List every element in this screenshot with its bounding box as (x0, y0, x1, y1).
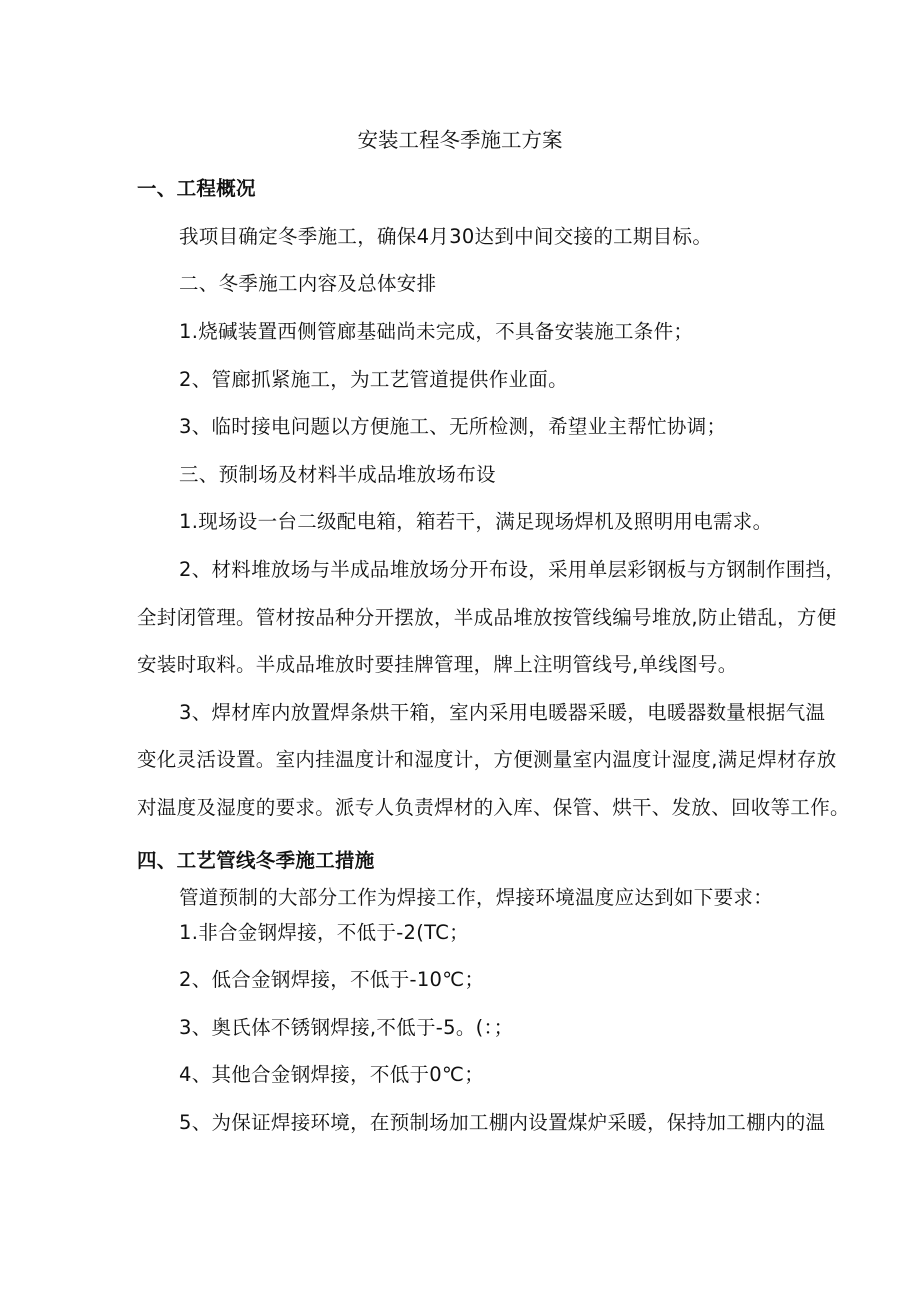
section3-item-1: 1.现场设一台二级配电箱，箱若干，满足现场焊机及照明用电需求。 (179, 510, 773, 533)
section4-item-2: 2、低合金钢焊接，不低于-10℃； (179, 968, 485, 991)
section2-item-1: 1.烧碱装置西侧管廊基础尚未完成，不具备安装施工条件； (179, 320, 694, 343)
document-title: 安装工程冬季施工方案 (357, 128, 563, 152)
section2-item-2: 2、管廊抓紧施工，为工艺管道提供作业面。 (179, 368, 568, 391)
section3-item-3-line-2: 变化灵活设置。室内挂温度计和湿度计，方便测量室内温度计湿度,满足焊材存放 (137, 748, 837, 771)
section3-item-3-line-3: 对温度及湿度的要求。派专人负责焊材的入库、保管、烘干、发放、回收等工作。 (137, 796, 850, 819)
section3-item-2-line-3: 安装时取料。半成品堆放时要挂牌管理，牌上注明管线号,单线图号。 (137, 653, 738, 676)
section1-paragraph: 我项目确定冬季施工，确保4月30达到中间交接的工期目标。 (179, 225, 713, 248)
section4-item-4: 4、其他合金钢焊接，不低于0℃； (179, 1063, 485, 1086)
section4-heading: 四、工艺管线冬季施工措施 (137, 849, 375, 872)
section2-heading: 二、冬季施工内容及总体安排 (179, 272, 437, 295)
section4-intro: 管道预制的大部分工作为焊接工作，焊接环境温度应达到如下要求： (179, 886, 774, 909)
section3-heading: 三、预制场及材料半成品堆放场布设 (179, 463, 496, 486)
section3-item-3-line-1: 3、焊材库内放置焊条烘干箱，室内采用电暖器采暖，电暖器数量根据气温 (179, 701, 826, 724)
section1-heading: 一、工程概况 (137, 177, 256, 200)
section4-item-3: 3、奥氏体不锈钢焊接,不低于-5。(：； (179, 1016, 514, 1039)
section4-item-1: 1.非合金钢焊接，不低于-2(TC； (179, 921, 469, 944)
section2-item-3: 3、临时接电问题以方便施工、无所检测，希望业主帮忙协调； (179, 415, 727, 438)
section3-item-2-line-2: 全封闭管理。管材按品种分开摆放，半成品堆放按管线编号堆放,防止错乱，方便 (137, 606, 837, 629)
section4-item-5: 5、为保证焊接环境，在预制场加工棚内设置煤炉采暖，保持加工棚内的温 (179, 1111, 826, 1134)
section3-item-2-line-1: 2、材料堆放场与半成品堆放场分开布设，采用单层彩钢板与方钢制作围挡， (179, 558, 846, 581)
